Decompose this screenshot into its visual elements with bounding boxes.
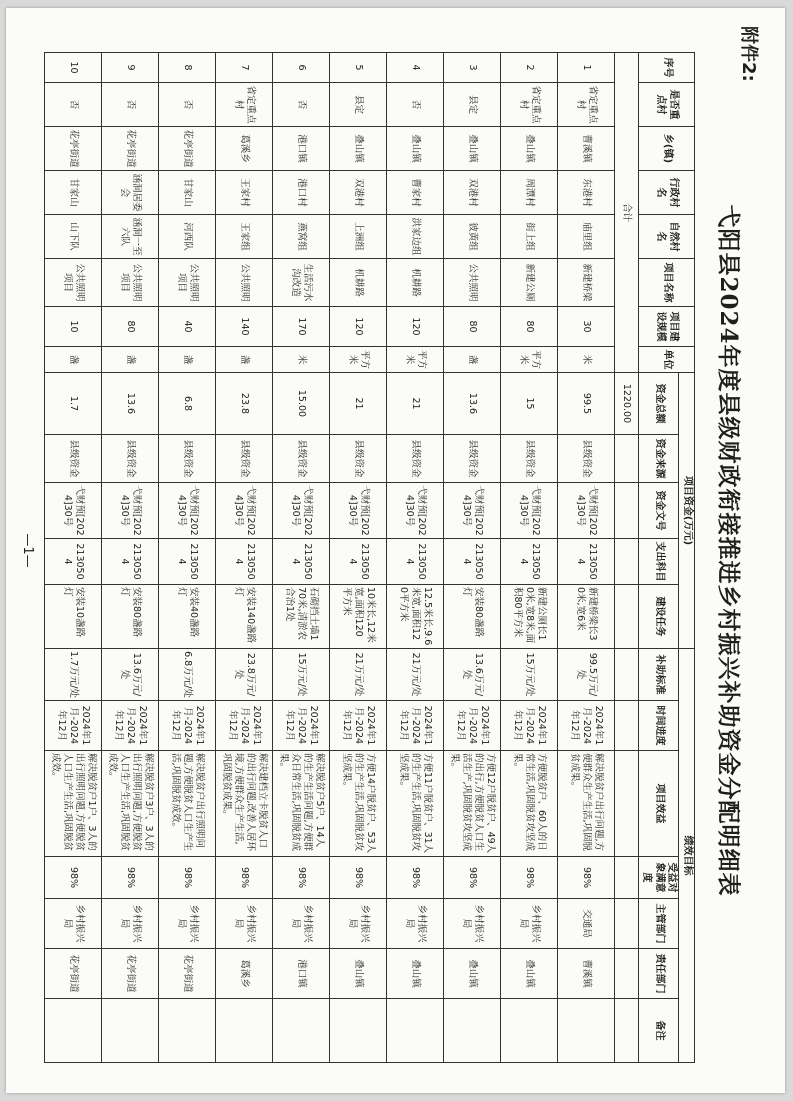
cell-dept: 乡村振兴局	[45, 899, 102, 949]
cell-satisfaction: 98%	[444, 857, 501, 899]
cell-key-village: 省定重点村	[558, 83, 615, 127]
cell-remark	[159, 999, 216, 1063]
header-fund-doc: 资金文号	[639, 483, 680, 539]
header-admin-village: 行政村名	[639, 171, 695, 215]
cell-remark	[273, 999, 330, 1063]
cell-town: 港口镇	[273, 127, 330, 171]
cell-subsidy: 15万元/处	[273, 649, 330, 701]
header-task: 建设任务	[639, 585, 680, 649]
cell-source: 县级资金	[387, 435, 444, 483]
cell-task: 新建桥梁长30米,宽6米	[558, 585, 615, 649]
cell-natural-village: 庙里组	[558, 215, 615, 259]
cell-doc: 弋财预[2024]30号	[330, 483, 387, 539]
cell-remark	[216, 999, 273, 1063]
cell-resp: 曹溪镇	[558, 949, 615, 999]
cell-subject: 2130504	[330, 539, 387, 585]
cell-time: 2024年1月-2024年12月	[501, 701, 558, 751]
cell-admin-village: 甘家山	[45, 171, 102, 215]
header-dept: 主管部门	[639, 899, 680, 949]
cell-subject: 2130504	[216, 539, 273, 585]
cell-source: 县级资金	[45, 435, 102, 483]
cell-task: 新建公厕长10米,宽8米,面积80平方米	[501, 585, 558, 649]
cell-time: 2024年1月-2024年12月	[444, 701, 501, 751]
cell-satisfaction: 98%	[45, 857, 102, 899]
cell-task: 石砌挡土墙170米,清淤农合治1处	[273, 585, 330, 649]
cell-resp: 葛溪乡	[216, 949, 273, 999]
cell-remark	[558, 999, 615, 1063]
cell-source: 县级资金	[501, 435, 558, 483]
cell-unit: 平方米	[387, 347, 444, 373]
cell-resp: 叠山镇	[501, 949, 558, 999]
header-time: 时间进度	[639, 701, 680, 751]
cell-amount: 6.8	[159, 373, 216, 435]
cell-benefit: 方便11户脱贫户、31人的生产生活,巩固脱贫攻坚成果。	[387, 751, 444, 857]
table-row	[216, 53, 273, 1063]
cell-project-name: 公共照明项目	[159, 259, 216, 307]
cell-key-village: 否	[387, 83, 444, 127]
cell-task: 安装80盏路灯	[102, 585, 159, 649]
cell-task: 安装40盏路灯	[159, 585, 216, 649]
table-row	[444, 53, 501, 1063]
cell-subsidy: 13.6万元/处	[444, 649, 501, 701]
cell-source: 县级资金	[159, 435, 216, 483]
cell-unit: 平方米	[501, 347, 558, 373]
cell-subsidy: 6.8万元/处	[159, 649, 216, 701]
cell-admin-village: 曹家村	[387, 171, 444, 215]
header-fund-source: 资金来源	[639, 435, 680, 483]
cell-subsidy: 99.5万元/处	[558, 649, 615, 701]
cell-amount: 15	[501, 373, 558, 435]
cell-doc: 弋财预[2024]30号	[387, 483, 444, 539]
cell-seq: 10	[45, 53, 102, 83]
header-fund-total: 资金总额	[639, 373, 680, 435]
cell-satisfaction: 98%	[330, 857, 387, 899]
cell-time: 2024年1月-2024年12月	[45, 701, 102, 751]
cell-satisfaction: 98%	[273, 857, 330, 899]
cell-scale: 170	[273, 307, 330, 347]
table-row	[558, 53, 615, 1063]
table-row	[273, 53, 330, 1063]
cell-remark	[387, 999, 444, 1063]
cell-time: 2024年1月-2024年12月	[102, 701, 159, 751]
cell-town: 花亭街道	[45, 127, 102, 171]
cell-seq: 1	[558, 53, 615, 83]
cell-time: 2024年1月-2024年12月	[216, 701, 273, 751]
cell-benefit: 解决脱贫户3户、3人的出行照明问题,方便脱贫人口生产生活,巩固脱贫成效。	[102, 751, 159, 857]
cell-seq: 5	[330, 53, 387, 83]
cell-seq: 7	[216, 53, 273, 83]
cell-doc: 弋财预[2024]30号	[159, 483, 216, 539]
total-amount: 1220.00	[615, 373, 639, 435]
cell-unit: 盏	[444, 347, 501, 373]
cell-natural-village: 山下队	[45, 215, 102, 259]
cell-scale: 140	[216, 307, 273, 347]
cell-subsidy: 23.8万元/处	[216, 649, 273, 701]
cell-satisfaction: 98%	[159, 857, 216, 899]
cell-town: 叠山镇	[330, 127, 387, 171]
cell-seq: 2	[501, 53, 558, 83]
cell-dept: 乡村振兴局	[444, 899, 501, 949]
cell-remark	[330, 999, 387, 1063]
cell-admin-village: 甘家山	[159, 171, 216, 215]
cell-town: 叠山镇	[387, 127, 444, 171]
cell-dept: 乡村振兴局	[501, 899, 558, 949]
cell-amount: 13.6	[102, 373, 159, 435]
cell-resp: 花亭街道	[45, 949, 102, 999]
cell-scale: 120	[330, 307, 387, 347]
cell-remark	[444, 999, 501, 1063]
cell-task: 安装80盏路灯	[444, 585, 501, 649]
cell-amount: 15.00	[273, 373, 330, 435]
cell-resp: 花亭街道	[159, 949, 216, 999]
cell-scale: 120	[387, 307, 444, 347]
cell-dept: 乡村振兴局	[159, 899, 216, 949]
cell-satisfaction: 98%	[102, 857, 159, 899]
cell-unit: 盏	[45, 347, 102, 373]
cell-subject: 2130504	[45, 539, 102, 585]
cell-town: 叠山镇	[444, 127, 501, 171]
cell-scale: 40	[159, 307, 216, 347]
cell-amount: 13.6	[444, 373, 501, 435]
cell-town: 葛溪乡	[216, 127, 273, 171]
header-benefit: 项目效益	[639, 751, 680, 857]
cell-seq: 9	[102, 53, 159, 83]
cell-admin-village: 港口村	[273, 171, 330, 215]
cell-key-village: 县定	[444, 83, 501, 127]
cell-satisfaction: 98%	[558, 857, 615, 899]
total-row	[615, 53, 639, 1063]
cell-subsidy: 21万元/处	[387, 649, 444, 701]
document-page	[6, 8, 785, 1093]
cell-key-village: 省定重点村	[501, 83, 558, 127]
cell-resp: 花亭街道	[102, 949, 159, 999]
cell-project-name: 公共照明	[216, 259, 273, 307]
cell-resp: 叠山镇	[444, 949, 501, 999]
cell-key-village: 否	[273, 83, 330, 127]
cell-benefit: 解决脱贫户出行问题,方便群众生产生活,巩固脱贫成果。	[558, 751, 615, 857]
cell-unit: 盏	[102, 347, 159, 373]
cell-doc: 弋财预[2024]30号	[558, 483, 615, 539]
cell-project-name: 机耕路	[330, 259, 387, 307]
cell-scale: 80	[501, 307, 558, 347]
cell-source: 县级资金	[216, 435, 273, 483]
cell-town: 花亭街道	[102, 127, 159, 171]
cell-amount: 21	[387, 373, 444, 435]
rotated-content	[6, 8, 785, 1093]
annex-label: 附件2:	[738, 26, 759, 82]
cell-town: 叠山镇	[501, 127, 558, 171]
cell-source: 县级资金	[102, 435, 159, 483]
cell-dept: 乡村振兴局	[216, 899, 273, 949]
cell-time: 2024年1月-2024年12月	[387, 701, 444, 751]
cell-admin-village: 双港村	[444, 171, 501, 215]
cell-benefit: 方便12户脱贫户、49人的出行,方便脱贫人口生活生产,巩固脱贫攻坚成果。	[444, 751, 501, 857]
cell-scale: 80	[102, 307, 159, 347]
cell-seq: 8	[159, 53, 216, 83]
cell-admin-village: 周潭村	[501, 171, 558, 215]
cell-time: 2024年1月-2024年12月	[558, 701, 615, 751]
table-row	[45, 53, 102, 1063]
cell-benefit: 方便脱贫户、60人的日常生活,巩固脱贫攻坚成果。	[501, 751, 558, 857]
cell-subsidy: 13.6万元/处	[102, 649, 159, 701]
header-project-name: 项目名称	[639, 259, 695, 307]
cell-subject: 2130504	[387, 539, 444, 585]
cell-town: 花亭街道	[159, 127, 216, 171]
header-scale: 项目建设规模	[639, 307, 695, 347]
header-perf-group: 绩效目标	[679, 649, 695, 1063]
cell-task: 12.5米长,9.6米宽,面积120平方米	[387, 585, 444, 649]
cell-amount: 1.7	[45, 373, 102, 435]
cell-unit: 平方米	[330, 347, 387, 373]
cell-subsidy: 15万元/处	[501, 649, 558, 701]
header-fund-group: 项目资金(万元)	[679, 373, 695, 649]
cell-amount: 21	[330, 373, 387, 435]
cell-subject: 2130504	[273, 539, 330, 585]
cell-time: 2024年1月-2024年12月	[273, 701, 330, 751]
cell-project-name: 新建公厕	[501, 259, 558, 307]
cell-doc: 弋财预[2024]30号	[102, 483, 159, 539]
cell-natural-village: 上洲组	[330, 215, 387, 259]
header-subsidy: 补助标准	[639, 649, 680, 701]
cell-subject: 2130504	[501, 539, 558, 585]
cell-unit: 米	[558, 347, 615, 373]
cell-admin-village: 涵洞居委会	[102, 171, 159, 215]
cell-time: 2024年1月-2024年12月	[159, 701, 216, 751]
cell-dept: 乡村振兴局	[387, 899, 444, 949]
cell-natural-village: 燕窝组	[273, 215, 330, 259]
cell-resp: 港口镇	[273, 949, 330, 999]
cell-key-village: 否	[159, 83, 216, 127]
header-natural-village: 自然村名	[639, 215, 695, 259]
cell-natural-village: 王家组	[216, 215, 273, 259]
cell-scale: 80	[444, 307, 501, 347]
header-seq: 序号	[639, 53, 695, 83]
page-number: —1—	[20, 533, 35, 568]
cell-subject: 2130504	[102, 539, 159, 585]
cell-benefit: 解决脱贫户5户、14人的生产生活问题,方便群众日常生活,巩固脱贫成果。	[273, 751, 330, 857]
cell-dept: 乡村振兴局	[273, 899, 330, 949]
cell-seq: 3	[444, 53, 501, 83]
cell-satisfaction: 98%	[216, 857, 273, 899]
cell-doc: 弋财预[2024]30号	[444, 483, 501, 539]
cell-task: 安装140盏路灯	[216, 585, 273, 649]
cell-project-name: 公共照明	[444, 259, 501, 307]
cell-resp: 叠山镇	[330, 949, 387, 999]
cell-unit: 盏	[216, 347, 273, 373]
header-town: 乡(镇)	[639, 127, 695, 171]
cell-natural-village: 街上组	[501, 215, 558, 259]
document-title: 弋阳县2024年度县级财政衔接推进乡村振兴补助资金分配明细表	[715, 204, 742, 897]
cell-remark	[45, 999, 102, 1063]
cell-subject: 2130504	[159, 539, 216, 585]
cell-task: 安装10盏路灯	[45, 585, 102, 649]
cell-doc: 弋财预[2024]30号	[501, 483, 558, 539]
cell-admin-village: 王家村	[216, 171, 273, 215]
cell-time: 2024年1月-2024年12月	[330, 701, 387, 751]
cell-satisfaction: 98%	[387, 857, 444, 899]
table-row	[501, 53, 558, 1063]
cell-doc: 弋财预[2024]30号	[45, 483, 102, 539]
cell-key-village: 省定重点村	[216, 83, 273, 127]
table-row	[387, 53, 444, 1063]
cell-satisfaction: 98%	[501, 857, 558, 899]
cell-project-name: 公共照明项目	[102, 259, 159, 307]
cell-natural-village: 涵洞一至六队	[102, 215, 159, 259]
cell-subject: 2130504	[444, 539, 501, 585]
cell-town: 曹溪镇	[558, 127, 615, 171]
cell-seq: 4	[387, 53, 444, 83]
cell-dept: 乡村振兴局	[102, 899, 159, 949]
cell-project-name: 新建桥梁	[558, 259, 615, 307]
header-subject: 支出科目	[639, 539, 680, 585]
cell-doc: 弋财预[2024]30号	[216, 483, 273, 539]
cell-source: 县级资金	[444, 435, 501, 483]
total-label: 合计	[615, 53, 639, 373]
cell-subsidy: 21万元/处	[330, 649, 387, 701]
cell-benefit: 解决脱贫户出行照明问题,方便脱贫人口生产生活,巩固脱贫成效。	[159, 751, 216, 857]
cell-scale: 10	[45, 307, 102, 347]
cell-project-name: 生活污水沟改造	[273, 259, 330, 307]
cell-source: 县级资金	[330, 435, 387, 483]
cell-seq: 6	[273, 53, 330, 83]
table-row	[330, 53, 387, 1063]
cell-source: 县级资金	[273, 435, 330, 483]
cell-subsidy: 1.7万元/处	[45, 649, 102, 701]
cell-resp: 叠山镇	[387, 949, 444, 999]
cell-natural-village: 洪家边组	[387, 215, 444, 259]
cell-remark	[102, 999, 159, 1063]
header-key-village: 是否重点村	[639, 83, 695, 127]
cell-natural-village: 河西队	[159, 215, 216, 259]
cell-benefit: 解决脱贫户1户、3人的出行照明问题,方便脱贫人口生产生活,巩固脱贫成效。	[45, 751, 102, 857]
cell-unit: 米	[273, 347, 330, 373]
header-remark: 备注	[639, 999, 680, 1063]
cell-amount: 23.8	[216, 373, 273, 435]
cell-unit: 盏	[159, 347, 216, 373]
cell-dept: 交通局	[558, 899, 615, 949]
table-row	[159, 53, 216, 1063]
cell-admin-village: 双港村	[330, 171, 387, 215]
cell-admin-village: 东港村	[558, 171, 615, 215]
cell-remark	[501, 999, 558, 1063]
cell-benefit: 解决建档立卡脱贫人口的出行问题,改善人居环境,方便群众生产生活,巩固脱贫成果。	[216, 751, 273, 857]
cell-project-name: 公共照明项目	[45, 259, 102, 307]
cell-amount: 99.5	[558, 373, 615, 435]
cell-natural-village: 彼黄组	[444, 215, 501, 259]
cell-benefit: 方便14户脱贫户、53人的生产生活,巩固脱贫攻坚成果。	[330, 751, 387, 857]
cell-source: 县级资金	[558, 435, 615, 483]
header-resp: 责任部门	[639, 949, 680, 999]
cell-key-village: 否	[102, 83, 159, 127]
cell-key-village: 县定	[330, 83, 387, 127]
cell-doc: 弋财预[2024]30号	[273, 483, 330, 539]
header-unit: 单位	[639, 347, 695, 373]
header-satisfaction: 受益对象满意度	[639, 857, 680, 899]
cell-dept: 乡村振兴局	[330, 899, 387, 949]
cell-subject: 2130504	[558, 539, 615, 585]
table-row	[102, 53, 159, 1063]
cell-scale: 30	[558, 307, 615, 347]
allocation-table	[44, 52, 695, 1063]
cell-project-name: 机耕路	[387, 259, 444, 307]
cell-key-village: 否	[45, 83, 102, 127]
cell-task: 10米长,12米宽,面积120平方米	[330, 585, 387, 649]
